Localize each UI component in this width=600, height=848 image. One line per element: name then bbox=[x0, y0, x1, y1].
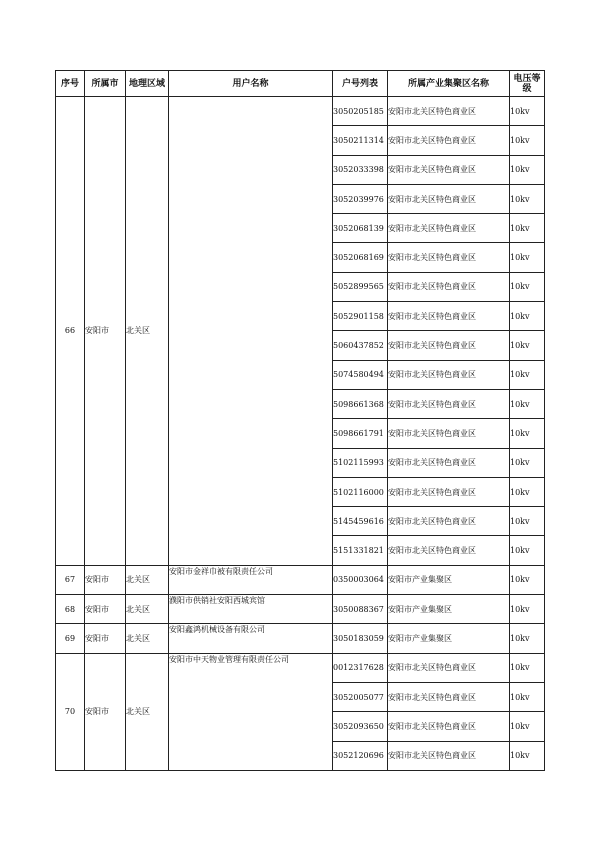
row-meter-number: 3052068169 bbox=[333, 243, 388, 272]
table-row bbox=[56, 565, 545, 594]
row-industry-park: 安阳市北关区特色商业区 bbox=[388, 331, 510, 360]
row-index: 70 bbox=[56, 653, 85, 770]
table-row bbox=[56, 595, 545, 624]
row-index: 69 bbox=[56, 624, 85, 653]
row-index: 67 bbox=[56, 565, 85, 594]
row-meter-number: 3052005077 bbox=[333, 682, 388, 711]
header-area: 地理区域 bbox=[126, 71, 169, 97]
row-city: 安阳市 bbox=[85, 595, 126, 624]
row-voltage: 10kv bbox=[510, 682, 545, 711]
row-area: 北关区 bbox=[126, 624, 169, 653]
row-meter-number: 5052899565 bbox=[333, 272, 388, 301]
row-meter-number: 3052120696 bbox=[333, 741, 388, 770]
row-industry-park: 安阳市北关区特色商业区 bbox=[388, 97, 510, 126]
table-row bbox=[56, 97, 545, 126]
row-index: 68 bbox=[56, 595, 85, 624]
row-city: 安阳市 bbox=[85, 624, 126, 653]
header-meter-list: 户号列表 bbox=[333, 71, 388, 97]
row-industry-park: 安阳市北关区特色商业区 bbox=[388, 243, 510, 272]
row-meter-number: 5145459616 bbox=[333, 507, 388, 536]
row-meter-number: 5102116000 bbox=[333, 477, 388, 506]
row-voltage: 10kv bbox=[510, 389, 545, 418]
row-industry-park: 安阳市北关区特色商业区 bbox=[388, 653, 510, 682]
row-meter-number: 0350003064 bbox=[333, 565, 388, 594]
row-meter-number: 3052068139 bbox=[333, 214, 388, 243]
row-meter-number: 5052901158 bbox=[333, 302, 388, 331]
row-industry-park: 安阳市北关区特色商业区 bbox=[388, 477, 510, 506]
row-voltage: 10kv bbox=[510, 712, 545, 741]
row-meter-number: 3052033398 bbox=[333, 155, 388, 184]
row-meter-number: 5060437852 bbox=[333, 331, 388, 360]
row-meter-number: 5098661791 bbox=[333, 419, 388, 448]
row-industry-park: 安阳市北关区特色商业区 bbox=[388, 155, 510, 184]
row-industry-park: 安阳市北关区特色商业区 bbox=[388, 126, 510, 155]
row-voltage: 10kv bbox=[510, 507, 545, 536]
row-industry-park: 安阳市北关区特色商业区 bbox=[388, 184, 510, 213]
header-user-name: 用户名称 bbox=[169, 71, 333, 97]
table-row bbox=[56, 653, 545, 682]
row-industry-park: 安阳市北关区特色商业区 bbox=[388, 272, 510, 301]
row-industry-park: 安阳市北关区特色商业区 bbox=[388, 214, 510, 243]
row-voltage: 10kv bbox=[510, 97, 545, 126]
row-industry-park: 安阳市北关区特色商业区 bbox=[388, 302, 510, 331]
row-city: 安阳市 bbox=[85, 653, 126, 770]
row-user-name: 安阳市中天物业管理有限责任公司 bbox=[169, 653, 333, 770]
row-industry-park: 安阳市产业集聚区 bbox=[388, 595, 510, 624]
row-meter-number: 5098661368 bbox=[333, 389, 388, 418]
row-index: 66 bbox=[56, 97, 85, 566]
row-voltage: 10kv bbox=[510, 565, 545, 594]
row-voltage: 10kv bbox=[510, 741, 545, 770]
row-meter-number: 3052039976 bbox=[333, 184, 388, 213]
row-user-name bbox=[169, 97, 333, 566]
row-user-name: 濮阳市供销社安阳西城宾馆 bbox=[169, 595, 333, 624]
row-industry-park: 安阳市北关区特色商业区 bbox=[388, 419, 510, 448]
header-voltage: 电压等级 bbox=[510, 71, 545, 97]
row-voltage: 10kv bbox=[510, 126, 545, 155]
row-voltage: 10kv bbox=[510, 624, 545, 653]
row-meter-number: 0012317628 bbox=[333, 653, 388, 682]
row-voltage: 10kv bbox=[510, 272, 545, 301]
header-industry-park: 所属产业集聚区名称 bbox=[388, 71, 510, 97]
row-voltage: 10kv bbox=[510, 595, 545, 624]
table-row bbox=[56, 624, 545, 653]
row-voltage: 10kv bbox=[510, 419, 545, 448]
row-voltage: 10kv bbox=[510, 184, 545, 213]
row-user-name: 安阳鑫鸿机械设备有限公司 bbox=[169, 624, 333, 653]
row-voltage: 10kv bbox=[510, 360, 545, 389]
row-voltage: 10kv bbox=[510, 448, 545, 477]
row-voltage: 10kv bbox=[510, 331, 545, 360]
row-voltage: 10kv bbox=[510, 477, 545, 506]
row-voltage: 10kv bbox=[510, 653, 545, 682]
row-voltage: 10kv bbox=[510, 536, 545, 565]
row-user-name: 安阳市金祥巾被有限责任公司 bbox=[169, 565, 333, 594]
row-city: 安阳市 bbox=[85, 565, 126, 594]
row-area: 北关区 bbox=[126, 97, 169, 566]
row-industry-park: 安阳市北关区特色商业区 bbox=[388, 448, 510, 477]
row-meter-number: 3050205185 bbox=[333, 97, 388, 126]
row-city: 安阳市 bbox=[85, 97, 126, 566]
row-industry-park: 安阳市北关区特色商业区 bbox=[388, 712, 510, 741]
row-meter-number: 5102115993 bbox=[333, 448, 388, 477]
row-area: 北关区 bbox=[126, 595, 169, 624]
row-industry-park: 安阳市北关区特色商业区 bbox=[388, 389, 510, 418]
row-meter-number: 5151331821 bbox=[333, 536, 388, 565]
header-index: 序号 bbox=[56, 71, 85, 97]
row-industry-park: 安阳市产业集聚区 bbox=[388, 624, 510, 653]
power-user-table bbox=[55, 70, 545, 771]
row-industry-park: 安阳市北关区特色商业区 bbox=[388, 536, 510, 565]
row-industry-park: 安阳市北关区特色商业区 bbox=[388, 741, 510, 770]
row-industry-park: 安阳市北关区特色商业区 bbox=[388, 360, 510, 389]
row-area: 北关区 bbox=[126, 565, 169, 594]
row-voltage: 10kv bbox=[510, 155, 545, 184]
row-meter-number: 3050211314 bbox=[333, 126, 388, 155]
header-city: 所属市 bbox=[85, 71, 126, 97]
row-meter-number: 3052093650 bbox=[333, 712, 388, 741]
header-row bbox=[56, 71, 545, 97]
row-industry-park: 安阳市北关区特色商业区 bbox=[388, 682, 510, 711]
row-voltage: 10kv bbox=[510, 214, 545, 243]
row-voltage: 10kv bbox=[510, 243, 545, 272]
row-industry-park: 安阳市产业集聚区 bbox=[388, 565, 510, 594]
row-voltage: 10kv bbox=[510, 302, 545, 331]
row-industry-park: 安阳市北关区特色商业区 bbox=[388, 507, 510, 536]
row-meter-number: 5074580494 bbox=[333, 360, 388, 389]
row-meter-number: 3050183059 bbox=[333, 624, 388, 653]
table-body bbox=[56, 97, 545, 771]
row-meter-number: 3050088367 bbox=[333, 595, 388, 624]
row-area: 北关区 bbox=[126, 653, 169, 770]
